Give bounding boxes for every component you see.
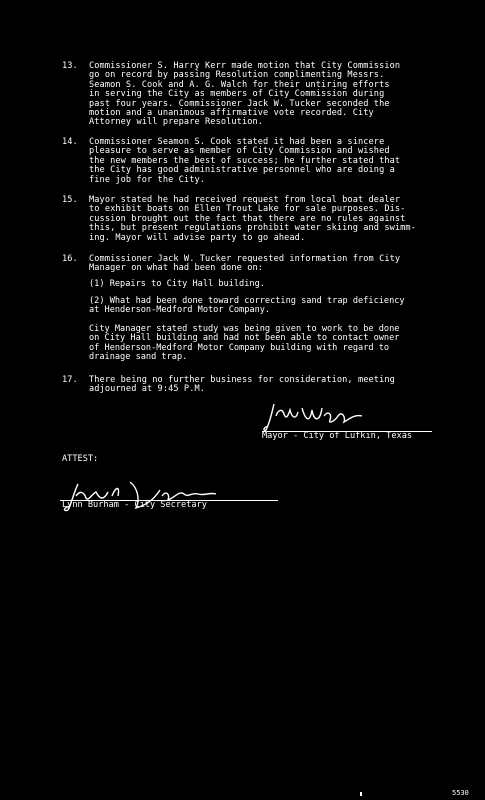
item-text: Commissioner Jack W. Tucker requested information from City Manager on what had been done on: bbox=[89, 254, 401, 274]
scan-speck bbox=[360, 792, 362, 796]
item-number: 15. bbox=[62, 195, 78, 205]
mayor-signature bbox=[262, 400, 372, 434]
page-mark: 5530 bbox=[452, 789, 469, 797]
item-text: Commissioner Seamon S. Cook stated it had been a sincere pleasure to serve as member of City Commission and wished the new members the best of success; he further stated that the City has good administrative personnel who are doing a fine job for the City. bbox=[89, 137, 401, 185]
mayor-caption: Mayor - City of Lufkin, Texas bbox=[262, 431, 413, 441]
item-16-reply: City Manager stated study was being given to work to be done on City Hall building and had not been able to contact owner of Henderson-Medford Motor Company building with regard to drainage sand trap. bbox=[89, 324, 400, 363]
item-number: 13. bbox=[62, 61, 78, 71]
item-16-sub-2: (2) What had been done toward correcting sand trap deficiency at Henderson-Medford Motor Company. bbox=[89, 296, 405, 316]
attest-label: ATTEST: bbox=[62, 454, 99, 464]
item-number: 17. bbox=[62, 375, 78, 385]
item-number: 14. bbox=[62, 137, 78, 147]
item-16-sub-1: (1) Repairs to City Hall building. bbox=[89, 279, 265, 289]
secretary-caption: Lynn Burham - City Secretary bbox=[62, 500, 207, 510]
item-text: Mayor stated he had received request from local boat dealer to exhibit boats on Ellen Trout Lake for sale purposes. Dis- cussion brought out the fact that there are no rules against this, but present regulations prohibit water skiing and swimm- ing. Mayor will advise party to go ahead. bbox=[89, 195, 416, 243]
item-text: There being no further business for consideration, meeting adjourned at 9:45 P.M. bbox=[89, 375, 395, 395]
item-text: Commissioner S. Harry Kerr made motion that City Commission go on record by passing Resolution complimenting Messrs. Seamon S. Cook and A. G. Walch for their untiring efforts in serving the City as members of City Commission during past four years. Commissioner Jack W. Tucker seconded the motion and a unanimous affirmative vote recorded. City Attorney will prepare Resolution. bbox=[89, 61, 401, 128]
item-number: 16. bbox=[62, 254, 78, 264]
